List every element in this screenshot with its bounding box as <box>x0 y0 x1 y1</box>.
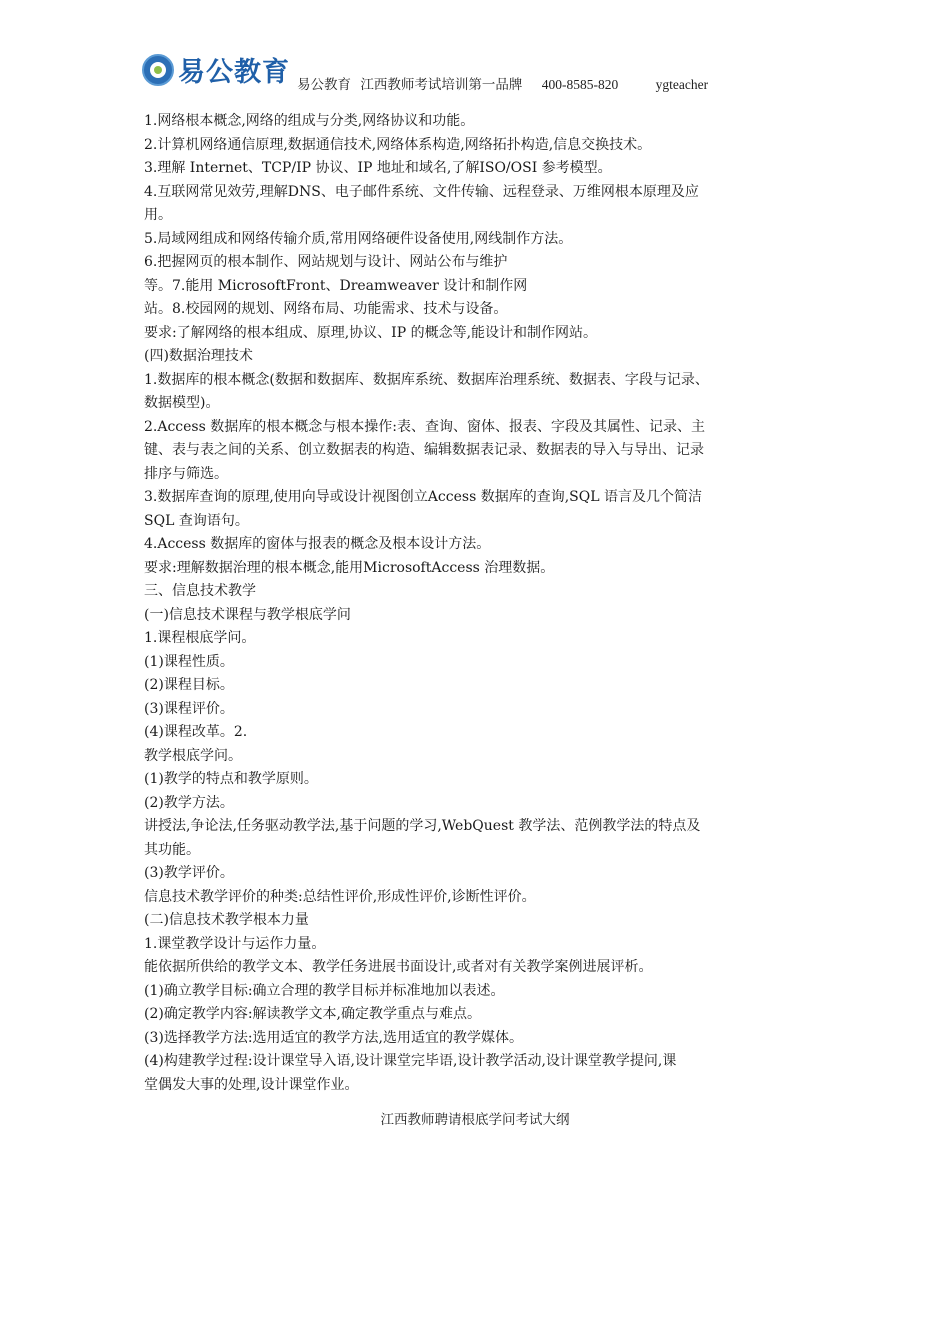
logo-emblem-icon <box>142 54 174 86</box>
header-wechat: ygteacher <box>655 77 709 92</box>
text-line: SQL 查询语句。 <box>144 512 249 529</box>
logo-text: 易公教育 <box>178 57 290 88</box>
text-line: 5.局域网组成和网络传输介质,常用网络硬件设备使用,网线制作方法。 <box>144 230 573 247</box>
document-body <box>144 110 812 1097</box>
text-line: 用。 <box>144 207 172 223</box>
text-line: (3)课程评价。 <box>144 700 234 717</box>
text-line: (3)教学评价。 <box>144 865 234 881</box>
text-line: (4)课程改革。2. <box>144 724 248 740</box>
text-line: 讲授法,争论法,任务驱动教学法,基于问题的学习,WebQuest 教学法、范例教学法的特点及 <box>144 818 701 834</box>
text-line: 信息技术教学评价的种类:总结性评价,形成性评价,诊断性评价。 <box>144 888 536 905</box>
text-line: (2)课程目标。 <box>144 677 234 693</box>
text-line: 三、信息技术教学 <box>144 583 256 599</box>
header-brand: 易公教育 <box>297 77 351 92</box>
text-line: 排序与筛选。 <box>144 465 228 482</box>
page-footer-title: 江西教师聘请根底学问考试大纲 <box>380 1112 570 1127</box>
text-line: 要求:了解网络的根本组成、原理,协议、IP 的概念等,能设计和制作网站。 <box>144 324 598 341</box>
text-line: 2.计算机网络通信原理,数据通信技术,网络体系构造,网络拓扑构造,信息交换技术。 <box>144 136 652 153</box>
text-line: (二)信息技术教学根本力量 <box>144 912 309 928</box>
text-line: 键、表与表之间的关系、创立数据表的构造、编辑数据表记录、数据表的导入与导出、记录 <box>144 442 704 458</box>
text-line: 2.Access 数据库的根本概念与根本操作:表、查询、窗体、报表、字段及其属性、记录、主 <box>144 418 705 435</box>
text-line: 4.Access 数据库的窗体与报表的概念及根本设计方法。 <box>144 536 491 552</box>
text-line: (1)教学的特点和教学原则。 <box>144 771 318 787</box>
text-line: 3.理解 Internet、TCP/IP 协议、IP 地址和域名,了解ISO/OSI 参考模型。 <box>144 160 612 176</box>
text-line: 6.把握网页的根本制作、网站规划与设计、网站公布与维护 <box>144 254 508 270</box>
text-line: (1)确立教学目标:确立合理的教学目标并标准地加以表述。 <box>144 982 505 999</box>
text-line: 要求:理解数据治理的根本概念,能用MicrosoftAccess 治理数据。 <box>144 559 555 576</box>
text-line: 等。7.能用 MicrosoftFront、Dreamweaver 设计和制作网 <box>144 277 528 294</box>
text-line: (2)确定教学内容:解读教学文本,确定教学重点与难点。 <box>144 1006 481 1022</box>
text-line: 站。8.校园网的规划、网络布局、功能需求、技术与设备。 <box>144 301 508 317</box>
text-line: (一)信息技术课程与教学根底学问 <box>144 606 351 623</box>
text-line: 3.数据库查询的原理,使用向导或设计视图创立Access 数据库的查询,SQL 语言及几个简洁 <box>144 489 702 505</box>
text-line: (3)选择教学方法:选用适宜的教学方法,选用适宜的教学媒体。 <box>144 1029 523 1046</box>
text-line: 堂偶发大事的处理,设计课堂作业。 <box>144 1076 359 1093</box>
text-line: 1.课堂教学设计与运作力量。 <box>144 935 326 952</box>
text-line: 1.网络根本概念,网络的组成与分类,网络协议和功能。 <box>144 113 475 129</box>
header-slogan: 江西教师考试培训第一品牌 <box>360 77 523 92</box>
header-info <box>297 73 714 93</box>
text-line: 4.互联网常见效劳,理解DNS、电子邮件系统、文件传输、远程登录、万维网根本原理及应 <box>144 183 699 200</box>
text-line: 1.数据库的根本概念(数据和数据库、数据库系统、数据库治理系统、数据表、字段与记录、 <box>144 371 709 388</box>
text-line: 数据模型)。 <box>144 395 220 411</box>
text-line: 1.课程根底学问。 <box>144 630 256 646</box>
text-line: (2)教学方法。 <box>144 794 234 811</box>
text-line: (1)课程性质。 <box>144 653 234 670</box>
header-phone: 400-8585-820 <box>541 77 619 92</box>
text-line: (四)数据治理技术 <box>144 348 253 364</box>
text-line: 其功能。 <box>144 841 200 858</box>
page-header <box>142 52 842 92</box>
text-line: (4)构建教学过程:设计课堂导入语,设计课堂完毕语,设计教学活动,设计课堂教学提问,课 <box>144 1053 677 1069</box>
text-line: 教学根底学问。 <box>144 747 242 764</box>
text-line: 能依据所供给的教学文本、教学任务进展书面设计,或者对有关教学案例进展评析。 <box>144 959 653 975</box>
